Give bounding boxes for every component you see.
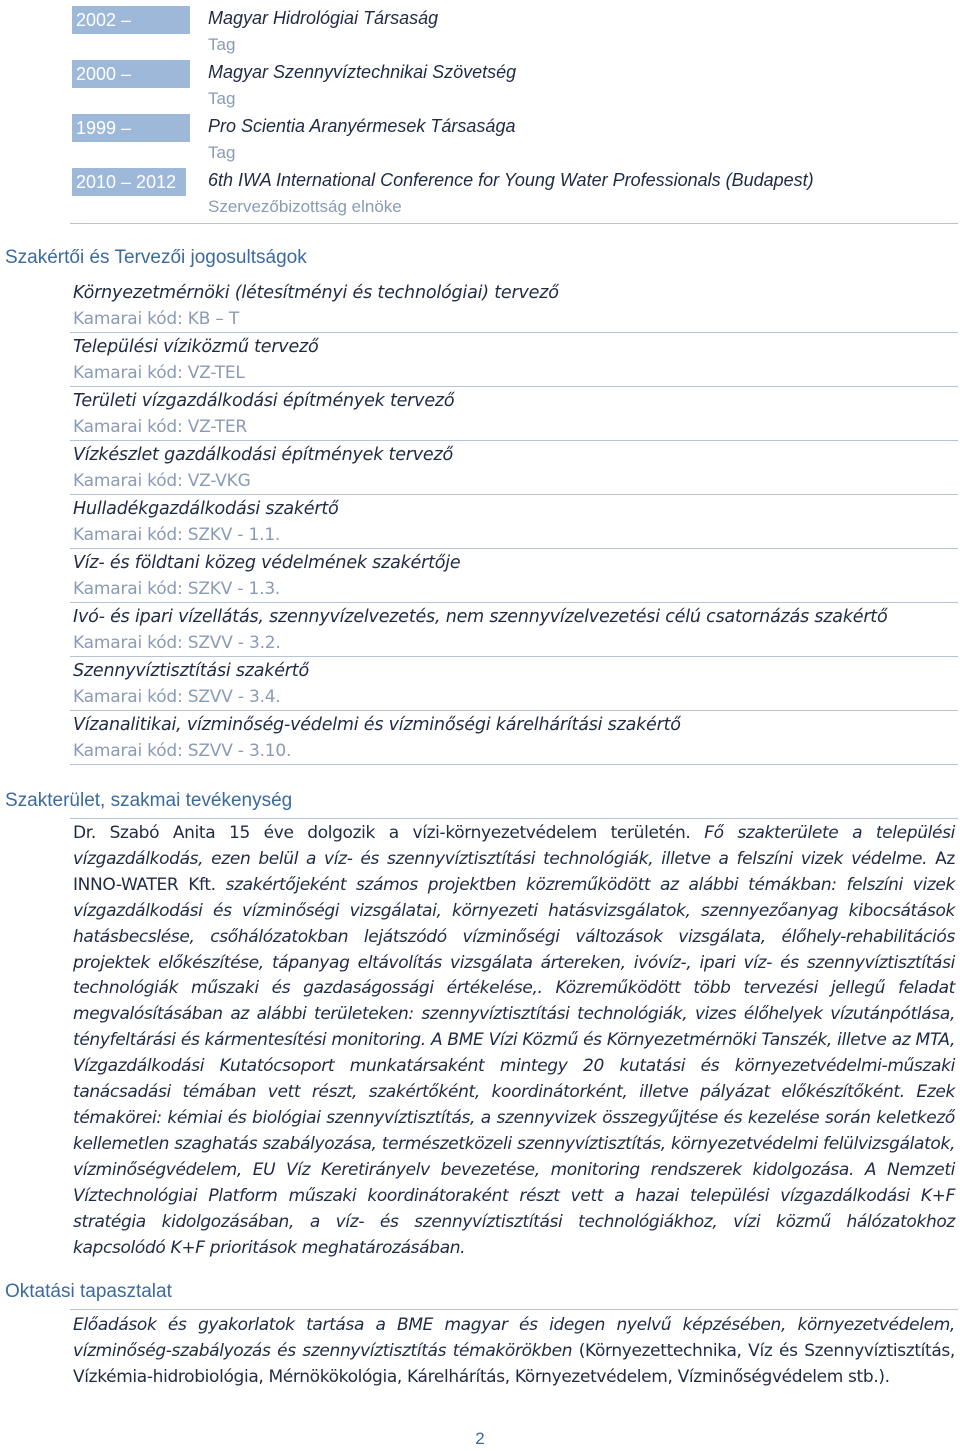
field-text: Az INNO-WATER Kft. (73, 848, 955, 895)
divider (70, 764, 958, 765)
divider (70, 818, 958, 819)
membership-org: Pro Scientia Aranyérmesek Társasága (208, 116, 516, 136)
membership-years: 2010 – 2012 (72, 168, 186, 196)
teaching-text: (Környezettechnika, Víz és Szennyvíztisztítás, Vízkémia-hidrobiológia, Mérnökökológia, Kárelhárítás, Környezetvédelem, Vízminőségvédelem stb.). (73, 1340, 955, 1387)
qualification-title: Víz- és földtani közeg védelmének szakértője (73, 553, 461, 573)
qualification-code: Kamarai kód: KB – T (73, 309, 240, 329)
membership-row (70, 0, 958, 54)
qualification-code: Kamarai kód: SZVV - 3.2. (73, 633, 281, 653)
qualification-title: Vízanalitikai, vízminőség-védelmi és vízminőségi kárelhárítási szakértő (73, 715, 681, 735)
qualification-row (70, 603, 958, 657)
qualification-title: Környezetmérnöki (létesítményi és technológiai) tervező (73, 283, 559, 303)
section-heading-field: Szakterület, szakmai tevékenység (5, 790, 293, 811)
qualification-row (70, 387, 958, 441)
membership-role: Tag (208, 89, 236, 108)
qualification-row (70, 657, 958, 711)
membership-years: 1999 – (72, 114, 190, 142)
membership-row (70, 108, 958, 162)
membership-org: Magyar Szennyvíztechnikai Szövetség (208, 62, 517, 82)
teaching-paragraph (73, 1313, 955, 1391)
qualification-row (70, 279, 958, 333)
membership-years: 2002 – (72, 6, 190, 34)
qualification-code: Kamarai kód: VZ-VKG (73, 471, 251, 491)
divider (70, 223, 958, 224)
qualification-title: Területi vízgazdálkodási építmények tervező (73, 391, 455, 411)
qualification-row (70, 333, 958, 387)
membership-years: 2000 – (72, 60, 190, 88)
qualification-title: Vízkészlet gazdálkodási építmények tervező (73, 445, 453, 465)
field-paragraph (73, 821, 955, 1261)
qualification-code: Kamarai kód: VZ-TEL (73, 363, 245, 383)
teaching-text: Előadások és gyakorlatok tartása a BME magyar és idegen nyelvű képzésében, környezetvédelem, vízminőség-szabályozás és szennyvíztisztítás témakörökben (73, 1315, 955, 1361)
field-text: szakértőjeként számos projektben közreműködött az alábbi témákban: felszíni vizek vízgazdálkodási és vízminőségi vizsgálatai, környezeti hatásvizsgálatok, szennyezőanyag kibocsátások hatásbecslése, csőhálózatokban lejátszódó vízminőségi változások vizsgálata, élőhely-rehabilitációs projektek előkészítése, tápanyag eltávolítás vizsgálata ártereken, ivóvíz-, ipari víz- és szennyvíztisztítási technológiák műszaki és gazdaságossági értékelése,. Közreműködött több tervezési jellegű feladat megvalósításában az alábbi területeken: szennyvíztisztítási technológiák, vizes élőhelyek vízutánpótlása, tényfeltárási és kármentesítési monitoring. (73, 874, 955, 1051)
qualification-row (70, 549, 958, 603)
section-heading-qualifications: Szakértői és Tervezői jogosultságok (5, 247, 307, 268)
qualification-title: Szennyvíztisztítási szakértő (73, 661, 309, 681)
divider (70, 1309, 958, 1310)
qualification-code: Kamarai kód: SZKV - 1.1. (73, 525, 281, 545)
qualification-code: Kamarai kód: SZKV - 1.3. (73, 579, 281, 599)
field-text: A Nemzeti Víztechnológiai Platform műszaki koordinátoraként részt vett a hazai települési vízgazdálkodási K+F stratégia kidolgozásában, a víz- és szennyvíztisztítási technológiákhoz, vízi közmű hálózatokhoz kapcsolódó K+F prioritások meghatározásában. (73, 1159, 956, 1258)
page-number: 2 (475, 1429, 485, 1448)
membership-role: Tag (208, 35, 236, 54)
qualification-code: Kamarai kód: SZVV - 3.10. (73, 741, 292, 761)
qualification-title: Ivó- és ipari vízellátás, szennyvízelvezetés, nem szennyvízelvezetési célú csatornázás szakértő (73, 607, 888, 627)
membership-role: Szervezőbizottság elnöke (208, 197, 402, 216)
membership-org: 6th IWA International Conference for Young Water Professionals (Budapest) (208, 170, 814, 190)
membership-org: Magyar Hidrológiai Társaság (208, 8, 439, 28)
qualification-code: Kamarai kód: SZVV - 3.4. (73, 687, 281, 707)
qualification-title: Hulladékgazdálkodási szakértő (73, 499, 339, 519)
qualification-row (70, 711, 958, 765)
qualification-title: Települési víziközmű tervező (73, 337, 319, 357)
field-text: Dr. Szabó Anita 15 éve dolgozik a vízi-környezetvédelem területén. (73, 823, 705, 843)
qualification-row (70, 495, 958, 549)
membership-row (70, 54, 958, 108)
membership-row (70, 162, 958, 224)
field-text: Fő szakterülete a települési vízgazdálkodás, ezen belül a víz- és szennyvíztisztítási technológiák, illetve a felszíni vizek védelme. (73, 823, 955, 869)
qualification-row (70, 441, 958, 495)
field-text: A BME Vízi Közmű és Környezetmérnöki Tanszék, illetve az MTA, Vízgazdálkodási Kutatócsoport munkatársaként mintegy 20 kutatási és környezetvédelmi-műszaki tanácsadási témában vett részt, szakértőként, koordinátorként, illetve pályázat előkészítőként. Ezek témakörei: kémiai és biológiai szennyvíztisztítás, a szennyvizek összegyűjtése és kezelése során keletkező kellemetlen szaghatás szabályozása, természetközeli szennyvíztisztítás, környezetvédelmi felülvizsgálatok, vízminőségvédelem, EU Víz Keretirányelv bevezetése, monitoring rendszerek kidolgozása. (73, 1030, 955, 1180)
membership-role: Tag (208, 143, 236, 162)
section-heading-teaching: Oktatási tapasztalat (5, 1281, 172, 1302)
qualification-code: Kamarai kód: VZ-TER (73, 417, 248, 437)
